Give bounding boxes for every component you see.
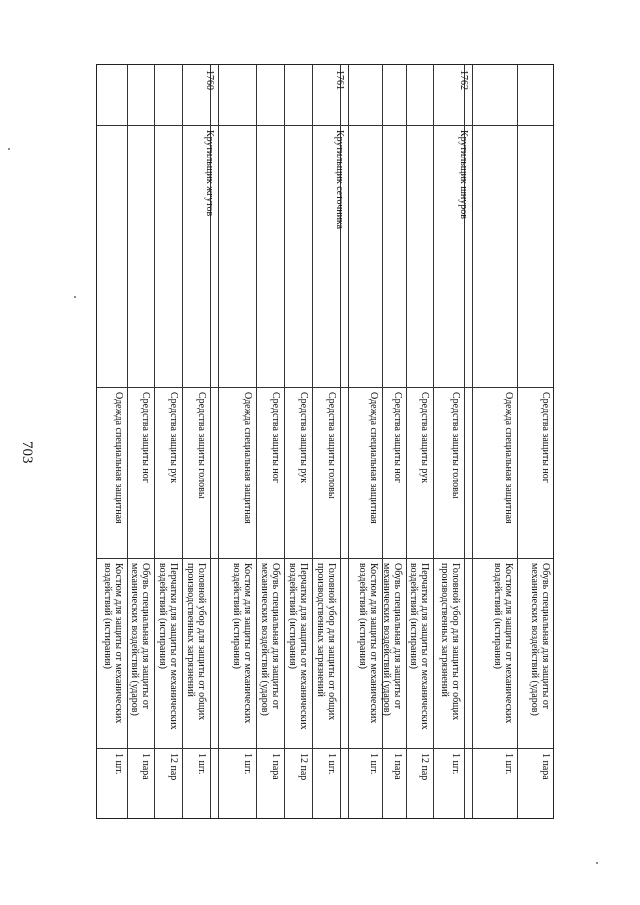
profession-cell-text: Крутильщик шнуров (458, 130, 469, 219)
quantity-cell-text: 1 шт. (196, 753, 207, 775)
category-cell-text: Средства защиты рук (168, 392, 179, 484)
category-cell-text: Средства защиты рук (419, 392, 430, 484)
quantity-cell (182, 748, 210, 819)
item-cell (382, 558, 406, 748)
item-cell-text: Головной убор для защиты от общих производственных загрязнений (185, 563, 207, 721)
item-cell (256, 558, 284, 748)
scan-speck (596, 862, 598, 864)
code-cell-text: 1762 (458, 70, 469, 90)
item-cell-text: Обувь специальная для защиты от механических воздействий (ударов) (381, 563, 403, 716)
item-cell-text: Перчатки для защиты от механических воздействий (истирания) (287, 563, 309, 730)
quantity-cell-text: 1 шт. (113, 753, 124, 775)
category-cell (154, 387, 182, 558)
quantity-cell-text: 1 шт. (450, 753, 461, 775)
quantity-cell-text: 1 пара (270, 753, 281, 780)
quantity-cell-text: 1 шт. (326, 753, 337, 775)
quantity-cell-text: 12 пар (168, 753, 179, 781)
category-cell (472, 387, 517, 558)
item-cell (406, 558, 433, 748)
item-cell-text: Костюм для защиты от механических воздействий (истирания) (102, 563, 124, 724)
category-cell-text: Средства защиты ног (392, 392, 403, 483)
item-cell (97, 558, 127, 748)
item-cell-text: Головной убор для защиты от общих производственных загрязнений (439, 563, 461, 721)
quantity-cell-text: 1 пара (140, 753, 151, 780)
category-cell-text: Средства защиты ног (270, 392, 281, 483)
item-cell (127, 558, 154, 748)
code-cell (204, 65, 218, 125)
category-cell (348, 387, 382, 558)
column-divider (97, 125, 553, 126)
quantity-cell-text: 1 шт. (368, 753, 379, 775)
item-cell-text: Обувь специальная для защиты от механических воздействий (ударов) (129, 563, 151, 716)
category-cell (312, 387, 340, 558)
category-cell-text: Средства защиты головы (326, 392, 337, 499)
category-cell (97, 387, 127, 558)
quantity-cell-text: 1 пара (540, 753, 551, 780)
quantity-cell-text: 12 пар (419, 753, 430, 781)
category-cell-text: Средства защиты ног (140, 392, 151, 483)
category-cell-text: Средства защиты головы (196, 392, 207, 499)
ppe-norms-table (96, 64, 554, 819)
quantity-cell (348, 748, 382, 819)
item-cell-text: Обувь специальная для защиты от механических воздействий (ударов) (259, 563, 281, 716)
item-cell (517, 558, 554, 748)
item-cell (154, 558, 182, 748)
category-cell (433, 387, 464, 558)
quantity-cell-text: 1 шт. (503, 753, 514, 775)
item-cell-text: Обувь специальная для защиты от механических воздействий (ударов) (529, 563, 551, 716)
category-cell-text: Одежда специальная защитная (242, 392, 253, 524)
quantity-cell (218, 748, 256, 819)
quantity-cell (433, 748, 464, 819)
profession-cell (334, 125, 348, 387)
code-cell-text: 1761 (334, 70, 345, 90)
category-cell (218, 387, 256, 558)
category-cell (182, 387, 210, 558)
item-cell-text: Головной убор для защиты от общих производственных загрязнений (315, 563, 337, 721)
profession-cell (458, 125, 472, 387)
item-cell (433, 558, 464, 748)
category-cell (406, 387, 433, 558)
category-cell (517, 387, 554, 558)
category-cell-text: Средства защиты головы (450, 392, 461, 499)
category-cell (127, 387, 154, 558)
quantity-cell-text: 1 пара (392, 753, 403, 780)
profession-cell-text: Крутильщик сеточника (334, 130, 345, 230)
quantity-cell (154, 748, 182, 819)
code-cell (334, 65, 348, 125)
profession-cell-text: Крутильщик жгутов (204, 130, 215, 217)
item-cell (348, 558, 382, 748)
category-cell-text: Одежда специальная защитная (113, 392, 124, 524)
item-cell (182, 558, 210, 748)
category-cell (382, 387, 406, 558)
quantity-cell (256, 748, 284, 819)
quantity-cell (312, 748, 340, 819)
category-cell-text: Одежда специальная защитная (503, 392, 514, 524)
item-cell-text: Костюм для защиты от механических воздействий (истирания) (492, 563, 514, 724)
category-cell (256, 387, 284, 558)
item-cell-text: Костюм для защиты от механических воздействий (истирания) (231, 563, 253, 724)
item-cell (472, 558, 517, 748)
item-cell-text: Перчатки для защиты от механических воздействий (истирания) (157, 563, 179, 730)
item-cell (284, 558, 312, 748)
quantity-cell (406, 748, 433, 819)
item-cell (218, 558, 256, 748)
quantity-cell (472, 748, 517, 819)
category-cell (284, 387, 312, 558)
item-cell-text: Костюм для защиты от механических воздействий (истирания) (357, 563, 379, 724)
quantity-cell-text: 12 пар (298, 753, 309, 781)
code-cell-text: 1760 (204, 70, 215, 90)
category-cell-text: Средства защиты ног (540, 392, 551, 483)
quantity-cell (284, 748, 312, 819)
page-number: 703 (19, 441, 35, 464)
code-cell (458, 65, 472, 125)
item-cell-text: Перчатки для защиты от механических воздействий (истирания) (408, 563, 430, 730)
scan-speck (74, 296, 76, 298)
category-cell-text: Средства защиты рук (298, 392, 309, 484)
item-cell (312, 558, 340, 748)
quantity-cell-text: 1 шт. (242, 753, 253, 775)
quantity-cell (382, 748, 406, 819)
profession-cell (204, 125, 218, 387)
quantity-cell (97, 748, 127, 819)
category-cell-text: Одежда специальная защитная (368, 392, 379, 524)
quantity-cell (517, 748, 554, 819)
quantity-cell (127, 748, 154, 819)
scan-speck (8, 148, 10, 150)
